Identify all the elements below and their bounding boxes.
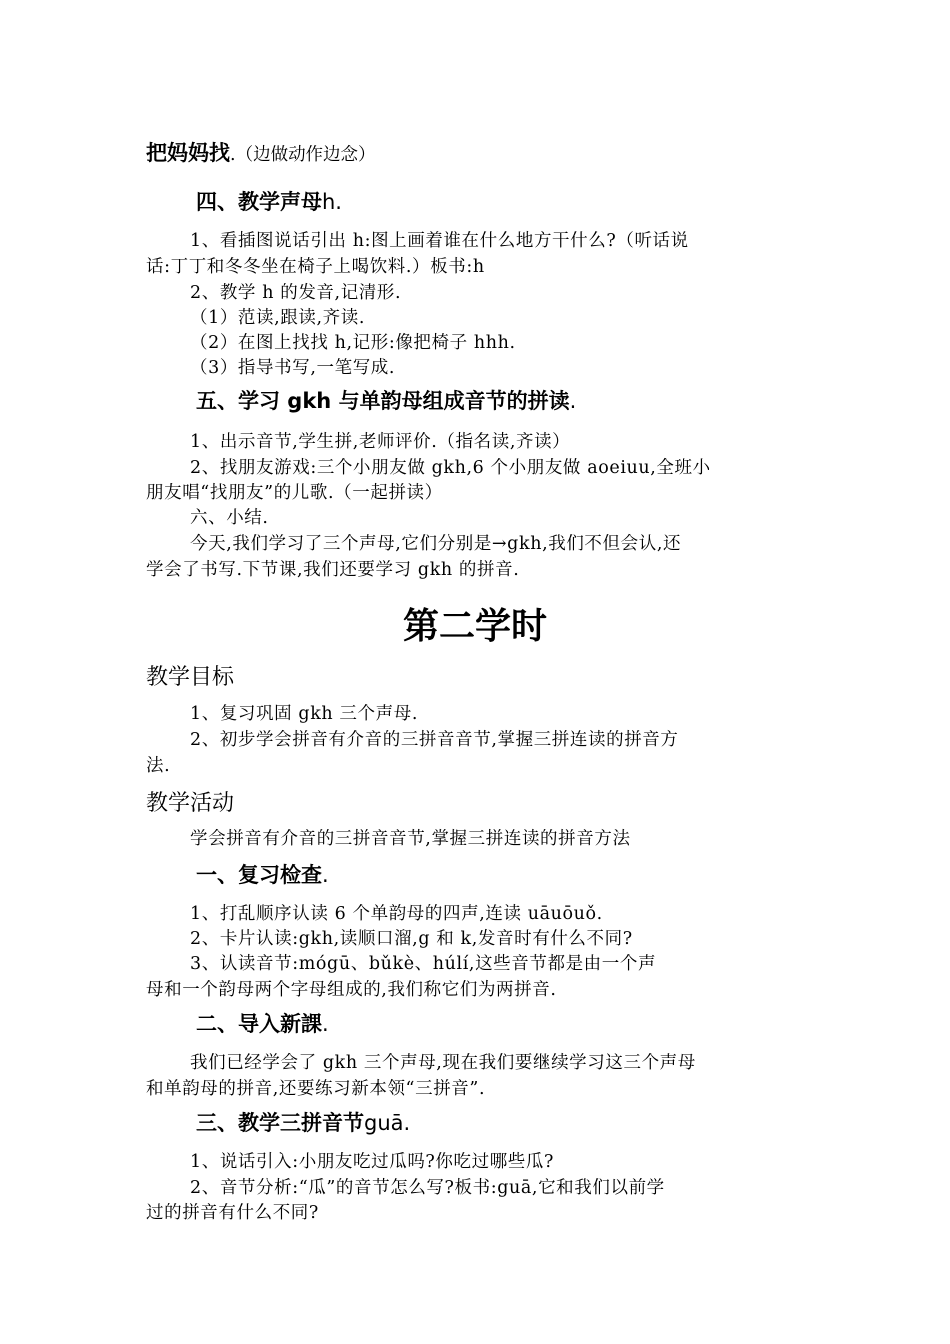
paragraph: 朋友唱“找朋友”的儿歌.（一起拼读） [146, 483, 443, 503]
continuation-text: 把妈妈找 [146, 141, 230, 165]
heading-text: 四、教学声母 [196, 190, 322, 214]
section-title-goals: 教学目标 [146, 665, 235, 690]
continuation-note: .（边做动作边念） [230, 145, 376, 165]
paragraph: 1、出示音节,学生拼,老师评价.（指名读,齐读） [190, 432, 571, 452]
paragraph: 今天,我们学习了三个声母,它们分别是→gkh,我们不但会认,还 [190, 534, 682, 554]
paragraph: 1、说话引入:小朋友吃过瓜吗?你吃过哪些瓜? [190, 1152, 554, 1172]
paragraph: 2、卡片认读:gkh,读顺口溜,g 和 k,发音时有什么不同? [190, 929, 633, 949]
paragraph: 过的拼音有什么不同? [146, 1203, 319, 1223]
heading-tail: . [322, 1012, 329, 1036]
paragraph: 我们已经学会了 gkh 三个声母,现在我们要继续学习这三个声母 [190, 1053, 696, 1073]
paragraph: 1、打乱顺序认读 6 个单韵母的四声,连读 uāuōuǒ. [190, 904, 603, 924]
paragraph: 话:丁丁和冬冬坐在椅子上喝饮料.）板书:h [146, 257, 485, 277]
section-heading-3 [196, 1107, 410, 1137]
paragraph: 1、看插图说话引出 h:图上画着谁在什么地方干什么?（听话说 [190, 231, 689, 251]
heading-text: 二、导入新課 [196, 1012, 322, 1036]
section-heading-5 [196, 385, 576, 415]
heading-text: 三、教学三拼音节 [196, 1111, 364, 1135]
list-item: （3）指导书写,一笔写成. [190, 358, 396, 378]
paragraph: 和单韵母的拼音,还要练习新本领“三拼音”. [146, 1079, 486, 1099]
paragraph: 2、找朋友游戏:三个小朋友做 gkh,6 个小朋友做 aoeiuu,全班小 [190, 458, 711, 478]
page-title: 第二学时 [402, 605, 547, 647]
section-title-activities: 教学活动 [146, 791, 235, 816]
list-item: （2）在图上找找 h,记形:像把椅子 hhh. [190, 333, 516, 353]
paragraph: 法. [146, 756, 171, 776]
paragraph: 3、认读音节:mógū、bǔkè、húlí,这些音节都是由一个声 [190, 954, 657, 974]
paragraph: 母和一个韵母两个字母组成的,我们称它们为两拼音. [146, 980, 557, 1000]
heading-text: 五、学习 gkh 与单韵母组成音节的拼读 [196, 389, 570, 413]
paragraph: 1、复习巩固 gkh 三个声母. [190, 704, 418, 724]
paragraph: 2、音节分析:“瓜”的音节怎么写?板书:guā,它和我们以前学 [190, 1178, 665, 1198]
section-heading-1 [196, 859, 329, 889]
paragraph: 六、小结. [190, 508, 269, 528]
heading-tail: . [569, 389, 577, 413]
paragraph: 学会了书写.下节课,我们还要学习 gkh 的拼音. [146, 560, 520, 580]
heading-tail: h. [322, 190, 342, 214]
paragraph: 2、初步学会拼音有介音的三拼音音节,掌握三拼连读的拼音方 [190, 730, 679, 750]
list-item: （1）范读,跟读,齐读. [190, 308, 366, 328]
heading-tail: guā. [364, 1111, 411, 1135]
continuation-line [146, 137, 376, 167]
paragraph: 2、教学 h 的发音,记清形. [190, 283, 402, 303]
paragraph: 学会拼音有介音的三拼音音节,掌握三拼连读的拼音方法 [190, 829, 631, 849]
section-heading-2 [196, 1008, 329, 1038]
heading-tail: . [322, 863, 329, 887]
section-heading-4 [196, 186, 342, 216]
heading-text: 一、复习检查 [196, 863, 322, 887]
